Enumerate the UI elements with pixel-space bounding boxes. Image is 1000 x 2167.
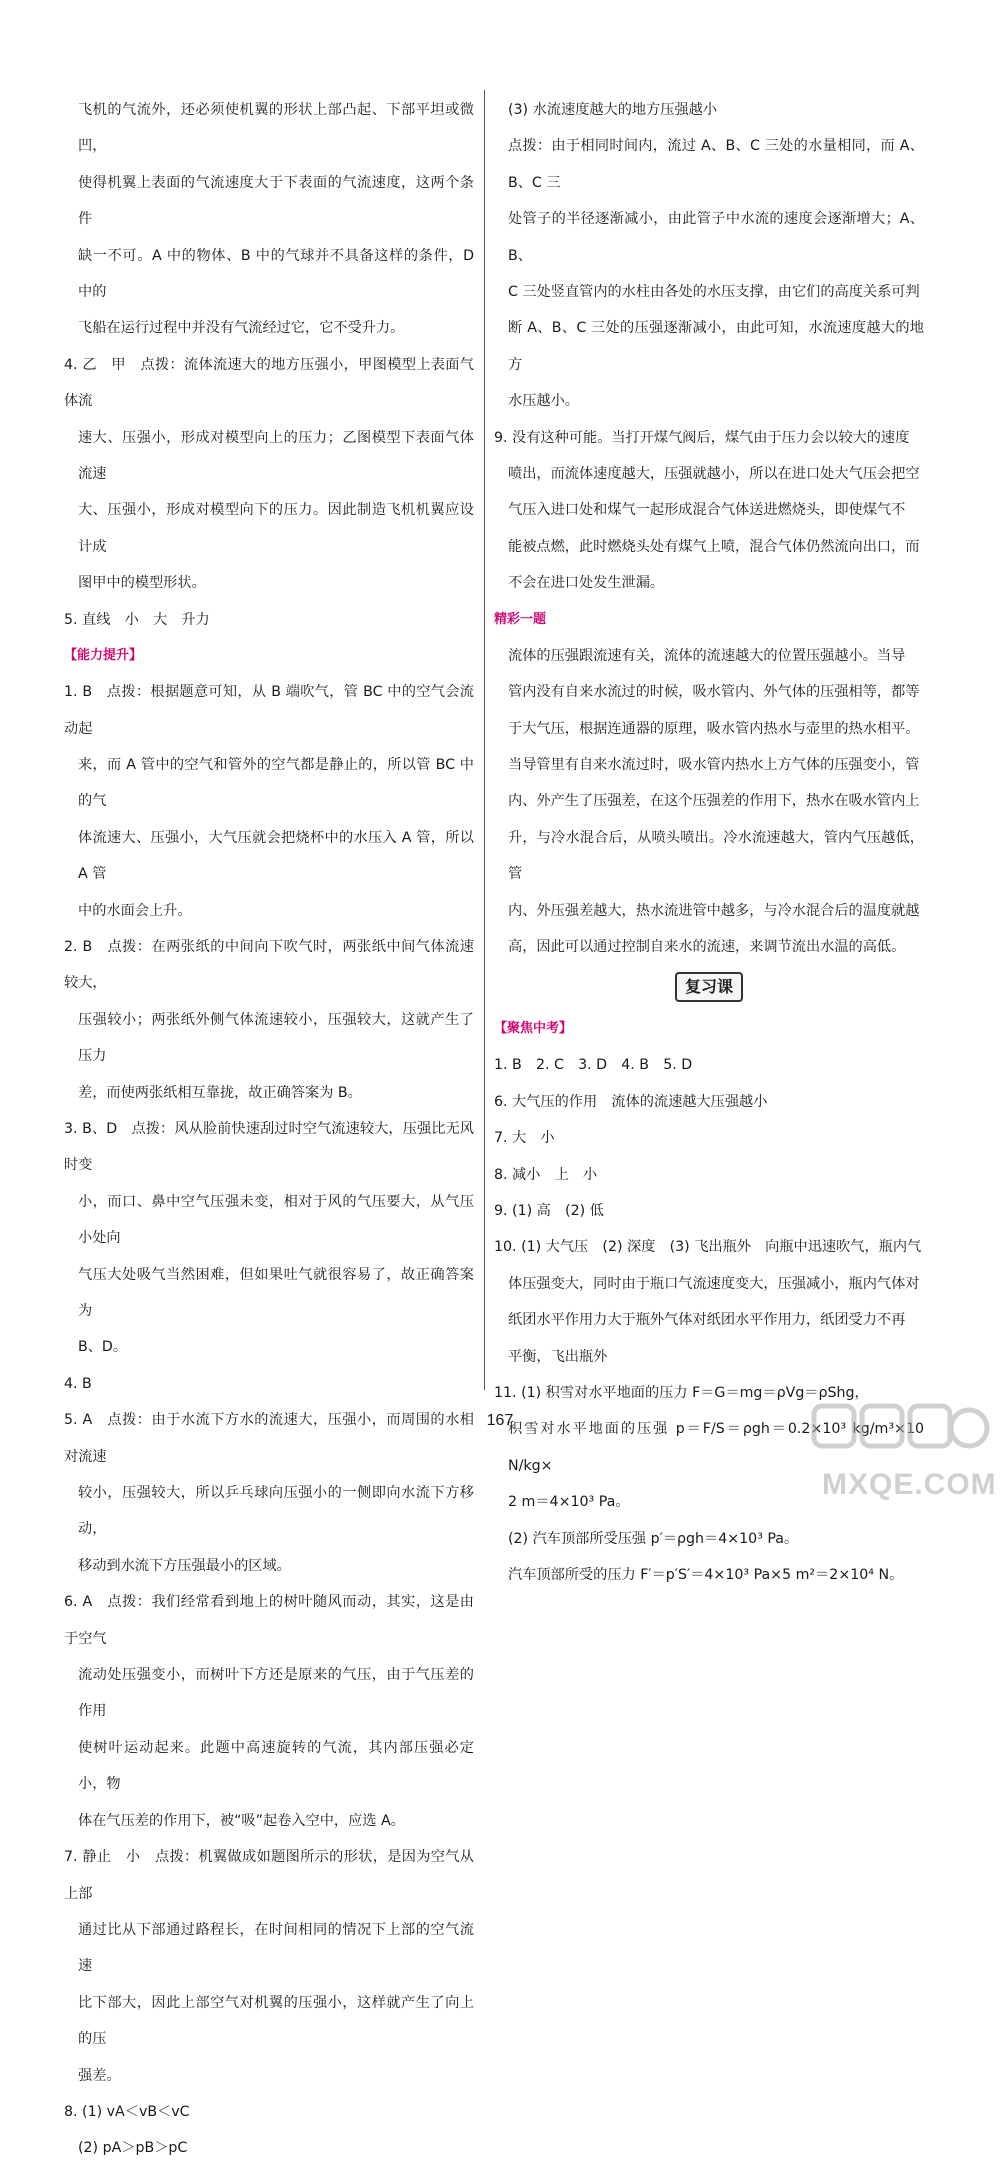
text-line: 内、外压强差越大，热水流进管中越多，与冷水混合后的温度就越 <box>508 902 920 919</box>
watermark-text: MXQE.COM <box>822 1468 997 1501</box>
text-line: 2. B 点拨：在两张纸的中间向下吹气时，两张纸中间气体流速较大， <box>64 938 474 992</box>
text-line: 汽车顶部所受的压力 F′＝p′S′＝4×10³ Pa×5 m²＝2×10⁴ N。 <box>508 1567 904 1584</box>
text-line: 差，而使两张纸相互靠拢，故正确答案为 B。 <box>78 1084 362 1101</box>
text-line: 通过比从下部通过路程长，在时间相同的情况下上部的空气流速 <box>78 1921 474 1975</box>
section-title <box>494 967 924 1007</box>
text-line: 5. A 点拨：由于水流下方水的流速大，压强小，而周围的水相对流速 <box>64 1412 474 1465</box>
text-line: 不会在进口处发生泄漏。 <box>508 575 665 592</box>
page-number: 167 <box>486 1412 514 1429</box>
text-line: 于大气压，根据连通器的原理，吸水管内热水与壶里的热水相平。 <box>508 720 920 737</box>
text-line: B、D。 <box>78 1339 128 1356</box>
text-line: 流体的压强跟流速有关，流体的流速越大的位置压强越小。当导 <box>508 647 906 664</box>
text-line: 飞船在运行过程中并没有气流经过它，它不受升力。 <box>78 320 405 337</box>
text-line: (3) 水流速度越大的地方压强越小 <box>508 102 718 118</box>
text-line: 管内没有自来水流过的时候，吸水管内、外气体的压强相等，都等 <box>508 684 920 701</box>
section-tag: 【能力提升】 <box>64 648 143 664</box>
text-line: 高，因此可以通过控制自来水的流速，来调节流出水温的高低。 <box>508 938 906 955</box>
text-line: 体在气压差的作用下，被“吸”起卷入空中，应选 A。 <box>78 1812 405 1829</box>
left-column <box>64 92 474 2167</box>
text-line: 体压强变大，同时由于瓶口气流速度变大，压强减小，瓶内气体对 <box>508 1275 920 1292</box>
section-tag: 【聚焦中考】 <box>494 1021 573 1037</box>
text-line: 7. 静止 小 点拨：机翼做成如题图所示的形状，是因为空气从上部 <box>64 1849 474 1902</box>
text-line: 内、外产生了压强差，在这个压强差的作用下，热水在吸水管内上 <box>508 793 920 810</box>
text-line: 气压大处吸气当然困难，但如果吐气就很容易了，故正确答案为 <box>78 1266 474 1319</box>
text-line: 气压入进口处和煤气一起形成混合气体送进燃烧头，即使煤气不 <box>508 502 906 519</box>
text-line: 流动处压强变小，而树叶下方还是原来的气压，由于气压差的作用 <box>78 1667 474 1720</box>
text-line: 3. B、D 点拨：风从脸前快速刮过时空气流速较大，压强比无风时变 <box>64 1120 474 1174</box>
text-line: 7. 大 小 <box>494 1130 555 1147</box>
text-line: 10. (1) 大气压 (2) 深度 (3) 飞出瓶外 向瓶中迅速吹气，瓶内气 <box>494 1239 922 1256</box>
text-line: 6. 大气压的作用 流体的流速越大压强越小 <box>494 1093 768 1110</box>
text-line: 9. 没有这种可能。当打开煤气阀后，煤气由于压力会以较大的速度 <box>494 429 910 446</box>
text-line: 移动到水流下方压强最小的区域。 <box>78 1557 291 1574</box>
text-line: 1. B 2. C 3. D 4. B 5. D <box>494 1057 693 1074</box>
text-line: 小，而口、鼻中空气压强未变，相对于风的气压要大，从气压小处向 <box>78 1193 474 1247</box>
text-line: 中的水面会上升。 <box>78 902 192 919</box>
text-line: 2 m＝4×10³ Pa。 <box>508 1494 630 1511</box>
text-line: 断 A、B、C 三处的压强逐渐减小，由此可知，水流速度越大的地方 <box>508 320 924 373</box>
text-line: 较小，压强较大，所以乒乓球向压强小的一侧即向水流下方移动， <box>78 1485 474 1538</box>
text-line: 能被点燃，此时燃烧头处有煤气上喷，混合气体仍然流向出口，而 <box>508 538 920 555</box>
text-line: 11. (1) 积雪对水平地面的压力 F＝G＝mg＝ρVg＝ρShg， <box>494 1385 869 1401</box>
text-line: 体流速大、压强小，大气压就会把烧杯中的水压入 A 管，所以 A 管 <box>78 829 474 883</box>
watermark-logo <box>804 1398 997 1508</box>
text-line: (2) 汽车顶部所受压强 p′＝ρgh＝4×10³ Pa。 <box>508 1530 799 1547</box>
text-line: 使树叶运动起来。此题中高速旋转的气流，其内部压强必定小，物 <box>78 1739 474 1793</box>
text-line: 缺一不可。A 中的物体、B 中的气球并不具备这样的条件，D 中的 <box>78 247 474 301</box>
text-line: C 三处竖直管内的水柱由各处的水压支撑，由它们的高度关系可判 <box>508 284 920 301</box>
text-line: 来，而 A 管中的空气和管外的空气都是静止的，所以管 BC 中的气 <box>78 756 474 810</box>
text-line: 积雪对水平地面的压强 p＝F/S＝ρgh＝0.2×10³ kg/m³×10 N/kg× <box>508 1421 924 1474</box>
text-line: 9. (1) 高 (2) 低 <box>494 1202 604 1219</box>
text-line: 处管子的半径逐渐减小，由此管子中水流的速度会逐渐增大；A、B、 <box>508 211 924 264</box>
text-line: 图甲中的模型形状。 <box>78 575 206 592</box>
text-line: 4. B <box>64 1375 92 1392</box>
text-line: 喷出，而流体速度越大，压强就越小，所以在进口处大气压会把空 <box>508 466 920 483</box>
text-line: 使得机翼上表面的气流速度大于下表面的气流速度，这两个条件 <box>78 174 474 228</box>
text-line: 1. B 点拨：根据题意可知，从 B 端吹气，管 BC 中的空气会流动起 <box>64 684 474 737</box>
text-line: 飞机的气流外，还必须使机翼的形状上部凸起、下部平坦或微凹， <box>78 102 474 155</box>
text-line: 5. 直线 小 大 升力 <box>64 611 210 628</box>
text-line: 平衡，飞出瓶外 <box>508 1348 608 1365</box>
text-line: 8. (1) vA＜vB＜vC <box>64 2103 190 2120</box>
text-line: 4. 乙 甲 点拨：流体流速大的地方压强小，甲图模型上表面气体流 <box>64 356 474 410</box>
text-line: 当导管里有自来水流过时，吸水管内热水上方气体的压强变小，管 <box>508 756 920 773</box>
section-tag: 精彩一题 <box>494 611 547 627</box>
text-line: (2) pA＞pB＞pC <box>78 2140 188 2157</box>
text-line: 纸团水平作用力大于瓶外气体对纸团水平作用力，纸团受力不再 <box>508 1312 906 1329</box>
text-line: 8. 减小 上 小 <box>494 1166 598 1183</box>
text-line: 速大、压强小，形成对模型向上的压力；乙图模型下表面气体流速 <box>78 429 474 483</box>
text-line: 强差。 <box>78 2067 121 2084</box>
text-line: 压强较小；两张纸外侧气体流速较小，压强较大，这就产生了压力 <box>78 1011 474 1065</box>
section-title-label: 复习课 <box>675 972 743 1002</box>
text-line: 水压越小。 <box>508 393 579 410</box>
column-divider <box>484 90 485 1390</box>
text-line: 点拨：由于相同时间内，流过 A、B、C 三处的水量相同，而 A、B、C 三 <box>508 138 924 191</box>
text-line: 比下部大，因此上部空气对机翼的压强小，这样就产生了向上的压 <box>78 1994 474 2048</box>
text-line: 大、压强小，形成对模型向下的压力。因此制造飞机机翼应设计成 <box>78 502 474 555</box>
text-line: 6. A 点拨：我们经常看到地上的树叶随风而动，其实，这是由于空气 <box>64 1594 474 1647</box>
right-column <box>494 92 924 1593</box>
text-line: 升，与冷水混合后，从喷头喷出。冷水流速越大，管内气压越低，管 <box>508 829 924 883</box>
